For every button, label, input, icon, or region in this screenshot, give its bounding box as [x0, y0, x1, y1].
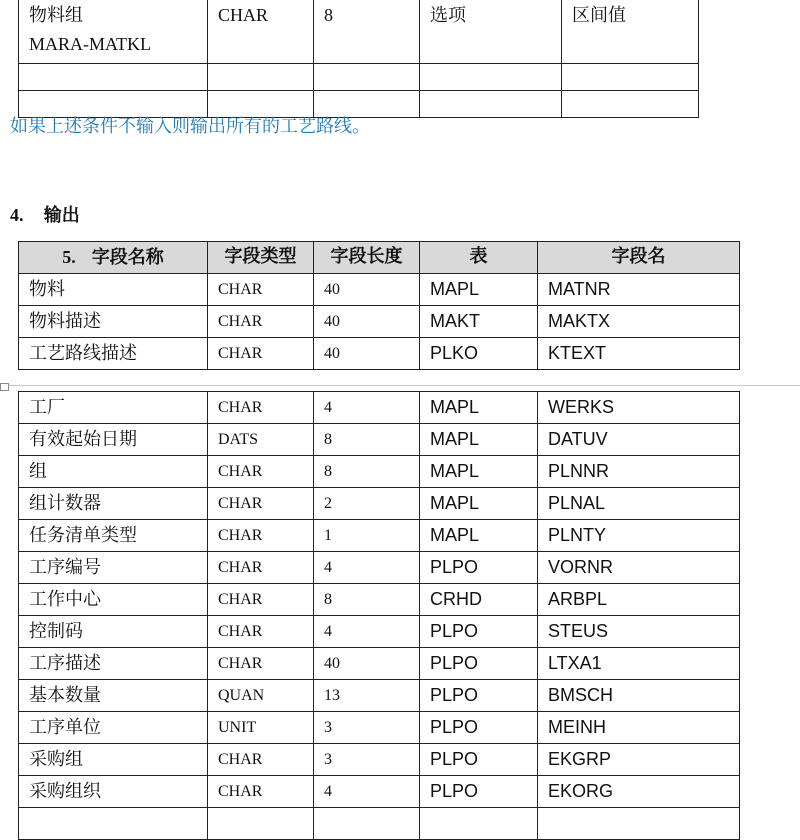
table-cell: PLPO — [420, 744, 538, 776]
type-cell: CHAR — [208, 488, 314, 520]
length-cell: 8 — [314, 424, 420, 456]
table-cell: MAKT — [420, 306, 538, 338]
field-name-cell — [19, 808, 208, 840]
length-cell: 4 — [314, 776, 420, 808]
length-cell: 13 — [314, 680, 420, 712]
field-name-cell: 采购组 — [19, 744, 208, 776]
length-cell: 40 — [314, 306, 420, 338]
field-code-cell: VORNR — [538, 552, 740, 584]
table-cell — [420, 808, 538, 840]
type-cell: CHAR — [208, 520, 314, 552]
table-row — [19, 0, 699, 64]
length-cell: 3 — [314, 744, 420, 776]
type-cell: CHAR — [208, 776, 314, 808]
type-cell: CHAR — [208, 744, 314, 776]
table-header-row — [19, 242, 740, 274]
length-cell: 1 — [314, 520, 420, 552]
field-code-cell: LTXA1 — [538, 648, 740, 680]
table-cell: PLKO — [420, 338, 538, 370]
output-fields-table-continued — [18, 391, 740, 840]
field-code-cell: PLNNR — [538, 456, 740, 488]
length-cell: 40 — [314, 274, 420, 306]
type-cell: CHAR — [208, 648, 314, 680]
field-name-cell: 工序编号 — [19, 552, 208, 584]
field-technical-name: MARA-MATKL — [29, 34, 152, 54]
table-cell: MAPL — [420, 274, 538, 306]
column-header: 字段长度 — [314, 242, 420, 274]
field-name-cell: 工序描述 — [19, 648, 208, 680]
column-header — [19, 242, 208, 274]
table-cell: PLPO — [420, 616, 538, 648]
table-row — [19, 338, 740, 370]
output-fields-table — [18, 241, 740, 370]
table-row — [19, 488, 740, 520]
length-cell: 40 — [314, 338, 420, 370]
field-code-cell: PLNTY — [538, 520, 740, 552]
length-cell: 40 — [314, 648, 420, 680]
length-cell — [314, 64, 420, 91]
type-cell: DATS — [208, 424, 314, 456]
kind-cell: 选项 — [420, 0, 562, 64]
type-cell — [208, 808, 314, 840]
length-cell: 3 — [314, 712, 420, 744]
table-row — [19, 744, 740, 776]
value-cell — [562, 64, 699, 91]
table-row — [19, 648, 740, 680]
table-cell: PLPO — [420, 680, 538, 712]
table-row — [19, 306, 740, 338]
table-row — [19, 456, 740, 488]
length-cell: 8 — [314, 584, 420, 616]
table-cell: PLPO — [420, 712, 538, 744]
field-name-cell: 工厂 — [19, 392, 208, 424]
table-cell: MAPL — [420, 424, 538, 456]
field-name-cell: 组计数器 — [19, 488, 208, 520]
field-code-cell — [538, 808, 740, 840]
length-cell — [314, 808, 420, 840]
table-row — [19, 274, 740, 306]
type-cell: CHAR — [208, 552, 314, 584]
table-cell: PLPO — [420, 776, 538, 808]
table-row — [19, 808, 740, 840]
type-cell — [208, 64, 314, 91]
table-row — [19, 424, 740, 456]
input-conditions-table — [18, 0, 699, 118]
field-name-cell: 物料 — [19, 274, 208, 306]
field-code-cell: STEUS — [538, 616, 740, 648]
section-number: 4. — [10, 205, 24, 225]
section-title: 输出 — [43, 205, 80, 226]
length-cell: 8 — [314, 456, 420, 488]
header-number: 5. — [62, 247, 76, 267]
type-cell: CHAR — [208, 584, 314, 616]
table-row — [19, 520, 740, 552]
table-row — [19, 552, 740, 584]
type-cell: QUAN — [208, 680, 314, 712]
length-cell: 4 — [314, 392, 420, 424]
field-name-cell: 工序单位 — [19, 712, 208, 744]
table-cell: MAPL — [420, 488, 538, 520]
table-row — [19, 680, 740, 712]
table-cell: CRHD — [420, 584, 538, 616]
field-name-cell: 组 — [19, 456, 208, 488]
length-cell: 4 — [314, 552, 420, 584]
field-code-cell: KTEXT — [538, 338, 740, 370]
field-code-cell: PLNAL — [538, 488, 740, 520]
value-cell: 区间值 — [562, 0, 699, 64]
length-cell: 4 — [314, 616, 420, 648]
field-code-cell: MATNR — [538, 274, 740, 306]
field-name-cell: 物料描述 — [19, 306, 208, 338]
table-row — [19, 712, 740, 744]
table-row — [19, 64, 699, 91]
section-heading — [10, 202, 80, 229]
table-row — [19, 616, 740, 648]
field-name-cell: 工作中心 — [19, 584, 208, 616]
field-name-cell: 基本数量 — [19, 680, 208, 712]
type-cell: CHAR — [208, 456, 314, 488]
type-cell: CHAR — [208, 616, 314, 648]
field-code-cell: MEINH — [538, 712, 740, 744]
table-cell: PLPO — [420, 648, 538, 680]
value-cell — [562, 91, 699, 118]
table-row — [19, 584, 740, 616]
length-cell: 2 — [314, 488, 420, 520]
field-code-cell: BMSCH — [538, 680, 740, 712]
kind-cell — [420, 64, 562, 91]
field-code-cell: EKORG — [538, 776, 740, 808]
table-row — [19, 776, 740, 808]
table-cell: MAPL — [420, 520, 538, 552]
field-name: 物料组 — [29, 5, 83, 26]
field-code-cell: ARBPL — [538, 584, 740, 616]
field-name-cell: 有效起始日期 — [19, 424, 208, 456]
field-code-cell: DATUV — [538, 424, 740, 456]
field-code-cell: EKGRP — [538, 744, 740, 776]
type-cell: CHAR — [208, 0, 314, 64]
table-cell: MAPL — [420, 392, 538, 424]
field-name-cell: 采购组织 — [19, 776, 208, 808]
type-cell: UNIT — [208, 712, 314, 744]
field-code-cell: WERKS — [538, 392, 740, 424]
page-break-line — [0, 385, 800, 386]
type-cell: CHAR — [208, 338, 314, 370]
field-cell — [19, 64, 208, 91]
type-cell: CHAR — [208, 306, 314, 338]
table-row — [19, 392, 740, 424]
column-header: 字段名 — [538, 242, 740, 274]
field-name-cell: 控制码 — [19, 616, 208, 648]
field-name-cell: 工艺路线描述 — [19, 338, 208, 370]
kind-cell — [420, 91, 562, 118]
note-text: 如果上述条件不输入则输出所有的工艺路线。 — [10, 116, 370, 137]
table-cell: PLPO — [420, 552, 538, 584]
field-code-cell: MAKTX — [538, 306, 740, 338]
field-cell — [19, 0, 208, 64]
length-cell: 8 — [314, 0, 420, 64]
column-header: 表 — [420, 242, 538, 274]
type-cell: CHAR — [208, 392, 314, 424]
type-cell: CHAR — [208, 274, 314, 306]
field-name-cell: 任务清单类型 — [19, 520, 208, 552]
table-cell: MAPL — [420, 456, 538, 488]
column-header: 字段类型 — [208, 242, 314, 274]
table-move-handle[interactable] — [0, 383, 9, 391]
header-label: 字段名称 — [91, 247, 164, 268]
